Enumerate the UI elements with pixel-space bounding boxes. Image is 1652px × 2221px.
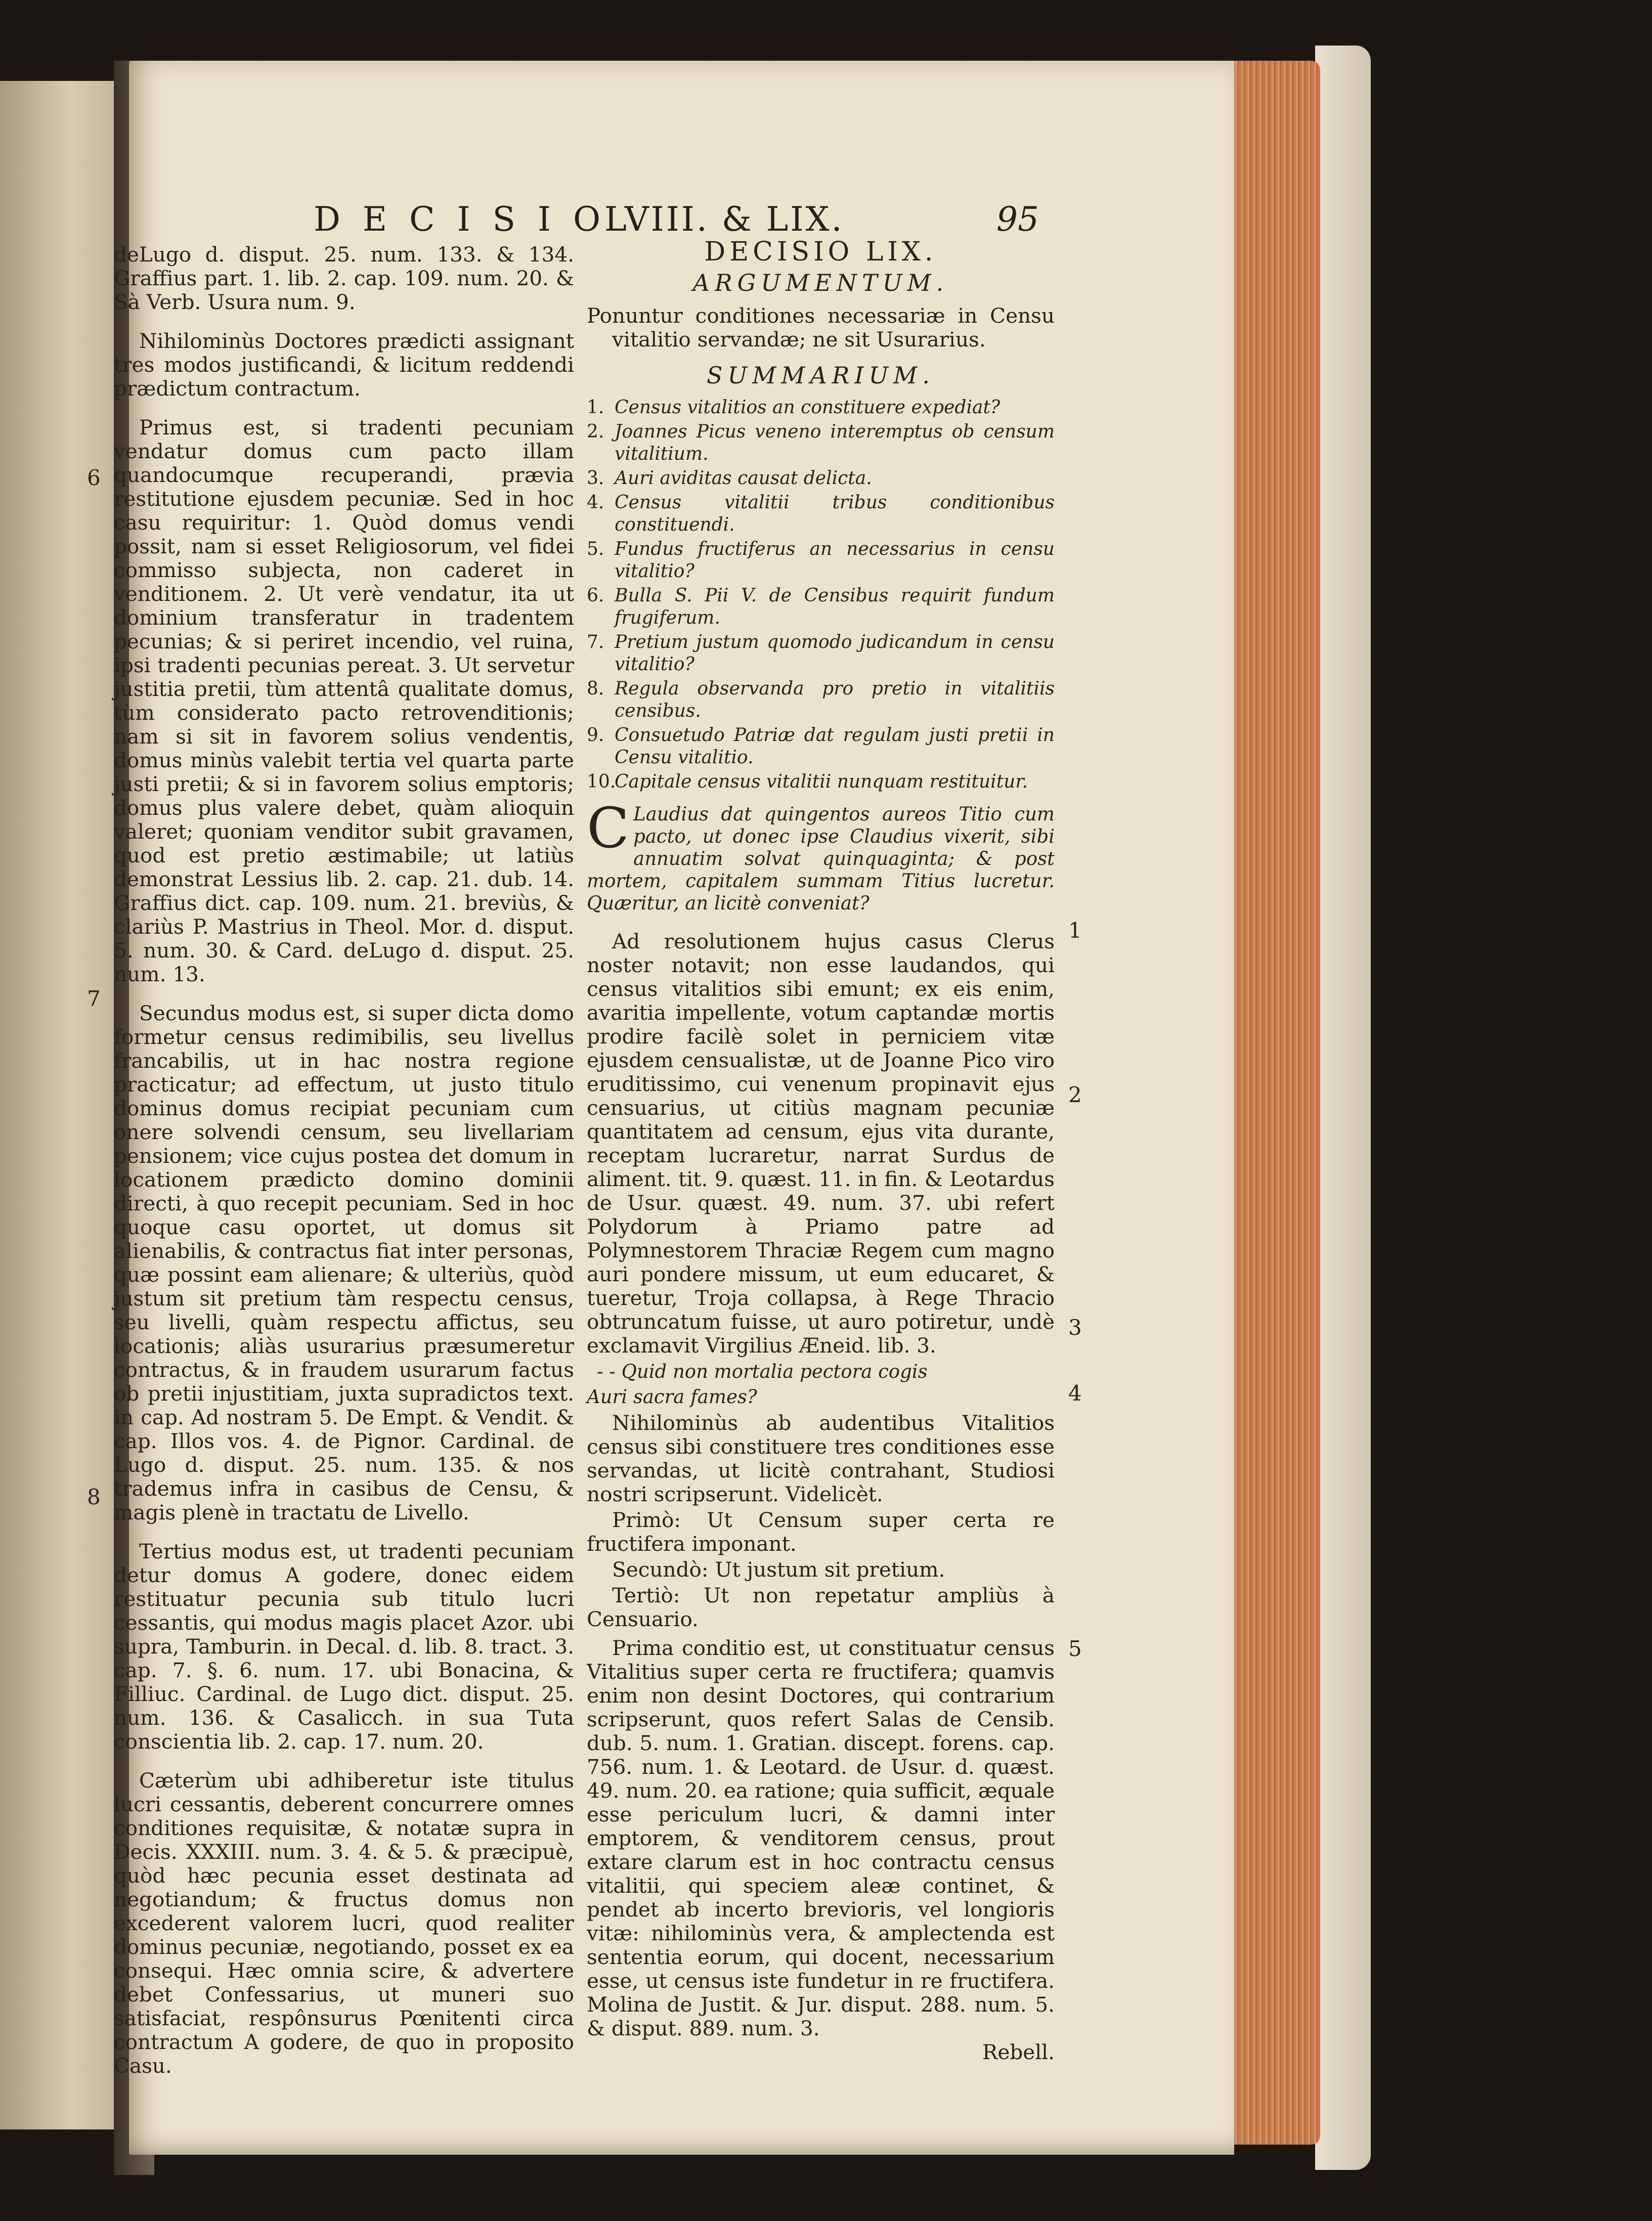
right-paragraph: Ad resolutionem hujus casus Clerus noster notavit; non esse laudandos, qui census vitalitios sibi emunt; ex eis enim, avaritia impellente, votum captandæ mortis prodire facilè solet in perniciem vitæ ejusdem censualistæ, ut de Joanne Pico viro eruditissimo, cui venenum propinavit ejus censuarius, ut citiùs magnam pecuniæ quantitatem ad censum, ejus vita durante, receptam lucraretur, narrat Surdus de aliment. tit. 9. quæst. 11. in fin. & Leotardus de Usur. quæst. 49. num. 37. ubi refert Polydorum à Priamo patre ad Polymnestorem Thraciæ Regem cum magno auri pondere missum, ut eum educaret, & tueretur, Troja collapsa, à Rege Thracio obtruncatum fuisse, ut auro potiretur, undè exclamavit Virgilius Æneid. lib. 3. <box>587 929 1055 1358</box>
summarium-item: 2. Joannes Picus veneno interemptus ob censum vitalitium. <box>587 421 1055 464</box>
left-column <box>114 243 574 2093</box>
summarium-item: 7. Pretium justum quomodo judicandum in censu vitalitio? <box>587 632 1055 675</box>
catchword: Rebell. <box>982 2040 1055 2064</box>
page-number: 95 <box>996 200 1039 239</box>
left-paragraph: Nihilominùs Doctores prædicti assignant tres modos justificandi, & licitum reddendi prædictum contractum. <box>114 329 574 401</box>
margin-number: 4 <box>1068 1381 1082 1406</box>
summarium-list <box>587 397 1055 793</box>
margin-number: 7 <box>87 986 101 1011</box>
drop-cap: C <box>587 796 630 860</box>
margin-number: 2 <box>1068 1082 1082 1107</box>
page-edges <box>1227 61 1320 2145</box>
casus-text: C Laudius dat quingentos aureos Titio cum pacto, ut donec ipse Claudius vixerit, sibi annuatim solvat quinquaginta; & post mortem, capitalem summam Titius lucretur. Quæritur, an licitè conveniat? <box>587 796 1055 914</box>
margin-number: 5 <box>1068 1636 1082 1661</box>
summarium-item: 4. Census vitalitii tribus conditionibus constituendi. <box>587 492 1055 535</box>
left-paragraph: Tertius modus est, ut tradenti pecuniam detur domus A godere, donec eidem restituatur pecunia sub titulo lucri cessantis, qui modus magis placet Azor. ubi supra, Tamburin. in Decal. d. lib. 8. tract. 3. cap. 7. §. 6. num. 17. ubi Bonacina, & Filliuc. Cardinal. de Lugo dict. disput. 25. num. 136. & Casalicch. in sua Tuta conscientia lib. 2. cap. 17. num. 20. <box>114 1539 574 1754</box>
right-paragraph: Prima conditio est, ut constituatur census Vitalitius super certa re fructifera; quamvis enim non desint Doctores, qui contrarium scripserunt, quos refert Salas de Censib. dub. 5. num. 1. Gratian. discept. forens. cap. 756. num. 1. & Leotard. de Usur. d. quæst. 49. num. 20. ea ratione; quia sufficit, æquale esse periculum lucri, & damni inter emptorem, & venditorem census, prout extare clarum est in hoc contractu census vitalitii, qui speciem aleæ continet, & pendet ab incerto brevioris, vel longioris vitæ: nihilominùs vera, & amplectenda est sententia eorum, qui docent, necessarium esse, ut census iste fundetur in re fructifera. Molina de Justit. & Jur. disput. 288. num. 5. & disput. 889. num. 3. <box>587 1636 1055 2040</box>
argumentum-label: ARGUMENTUM. <box>692 269 949 296</box>
summarium-item: 9. Consuetudo Patriæ dat regulam justi pretii in Censu vitalitio. <box>587 725 1055 768</box>
margin-number: 8 <box>87 1485 101 1509</box>
summarium-item: 8. Regula observanda pro pretio in vitalitiis censibus. <box>587 678 1055 721</box>
summarium-label: SUMMARIUM. <box>707 362 935 389</box>
facing-page-edge <box>0 81 126 2129</box>
decision-title: DECISIO LIX. <box>704 237 937 267</box>
summarium-item: 10. Capitale census vitalitii nunquam restituitur. <box>587 771 1028 792</box>
left-paragraph: deLugo d. disput. 25. num. 133. & 134. Graffius part. 1. lib. 2. cap. 109. num. 20. & Sà Verb. Usura num. 9. <box>114 242 574 314</box>
margin-number: 6 <box>87 465 101 490</box>
margin-number: 3 <box>1068 1315 1082 1340</box>
margin-number: 1 <box>1068 918 1082 943</box>
summarium-item: 6. Bulla S. Pii V. de Censibus requirit fundum frugiferum. <box>587 585 1055 628</box>
book-cover <box>1315 46 1371 2170</box>
condition-line: Tertiò: Ut non repetatur ampliùs à Censuario. <box>587 1583 1055 1631</box>
verse-line: Auri sacra fames? <box>587 1386 757 1408</box>
summarium-item: 5. Fundus fructiferus an necessarius in censu vitalitio? <box>587 539 1055 582</box>
argumentum-text: Ponuntur conditiones necessariæ in Censu vitalitio servandæ; ne sit Usurarius. <box>587 303 1055 352</box>
condition-line: Primò: Ut Censum super certa re fructifera imponant. <box>587 1508 1055 1556</box>
summarium-item: 1. Census vitalitios an constituere expediat? <box>587 397 1001 418</box>
left-paragraph: Secundus modus est, si super dicta domo formetur census redimibilis, seu livellus francabilis, ut in hac nostra regione practicatur; ad effectum, ut justo titulo dominus domus recipiat pecuniam cum onere solvendi censum, seu livellariam pensionem; vice cujus postea det domum in locationem prædicto domino dominii directi, à quo recepit pecuniam. Sed in hoc quoque casu oportet, ut domus sit alienabilis, & contractus fiat inter personas, quæ possint eam alienare; & ulteriùs, quòd justum sit pretium tàm respectu census, seu livelli, quàm respectu affictus, seu locationis; aliàs usurarius præsumeretur contractus, & in fraudem usurarum factus ob pretii injustitiam, juxta supradictos text. in cap. Ad nostram 5. De Empt. & Vendit. & cap. Illos vos. 4. de Pignor. Cardinal. de Lugo d. disput. 25. num. 135. & nos trademus infra in casibus de Censu, & magis plenè in tractatu de Livello. <box>114 1001 574 1525</box>
left-paragraph: Primus est, si tradenti pecuniam vendatur domus cum pacto illam quandocumque recuperandi, prævia restitutione ejusdem pecuniæ. Sed in hoc casu requiritur: 1. Quòd domus vendi possit, nam si esset Religiosorum, vel fidei commisso subjecta, non caderet in venditionem. 2. Ut verè vendatur, ita ut dominium transferatur in tradentem pecunias; & si periret incendio, vel ruina, ipsi tradenti pecunias pereat. 3. Ut servetur justitia pretii, tùm attentâ qualitate domus, tùm considerato pacto retrovenditionis; nam si sit in favorem solius vendentis, domus minùs valebit tertia vel quarta parte justi pretii; & si in favorem solius emptoris; domus plus valere debet, quàm alioquin valeret; quoniam venditor subit gravamen, quod est pretio æstimabile; ut latiùs demonstrat Lessius lib. 2. cap. 21. dub. 14. Graffius dict. cap. 109. num. 21. breviùs, & clariùs P. Mastrius in Theol. Mor. d. disput. 5. num. 30. & Card. deLugo d. disput. 25. num. 13. <box>114 415 574 986</box>
header-range: LVIII. & LIX. <box>604 200 844 239</box>
summarium-item: 3. Auri aviditas causat delicta. <box>587 468 872 489</box>
condition-line: Secundò: Ut justum sit pretium. <box>612 1557 945 1582</box>
right-paragraph: Nihilominùs ab audentibus Vitalitios census sibi constituere tres conditiones esse servandas, ut licitè contrahant, Studiosi nostri scripserunt. Videlicèt. <box>587 1411 1055 1506</box>
left-paragraph: Cæterùm ubi adhiberetur iste titulus lucri cessantis, deberent concurrere omnes conditiones requisitæ, & notatæ supra in Decis. XXXIII. num. 3. 4. & 5. & præcipuè, quòd hæc pecunia esset destinata ad negotiandum; & fructus domus non excederent valorem lucri, quod realiter dominus pecuniæ, negotiando, posset ex ea consequi. Hæc omnia scire, & advertere debet Confessarius, ut muneri suo satisfaciat, respônsurus Pœnitenti circa contractum A godere, de quo in proposito Casu. <box>114 1768 574 2078</box>
right-column <box>587 237 1055 2064</box>
verse-line: - - Quid non mortalia pectora cogis <box>597 1361 928 1382</box>
header-decisio: DECISIO <box>314 200 623 239</box>
